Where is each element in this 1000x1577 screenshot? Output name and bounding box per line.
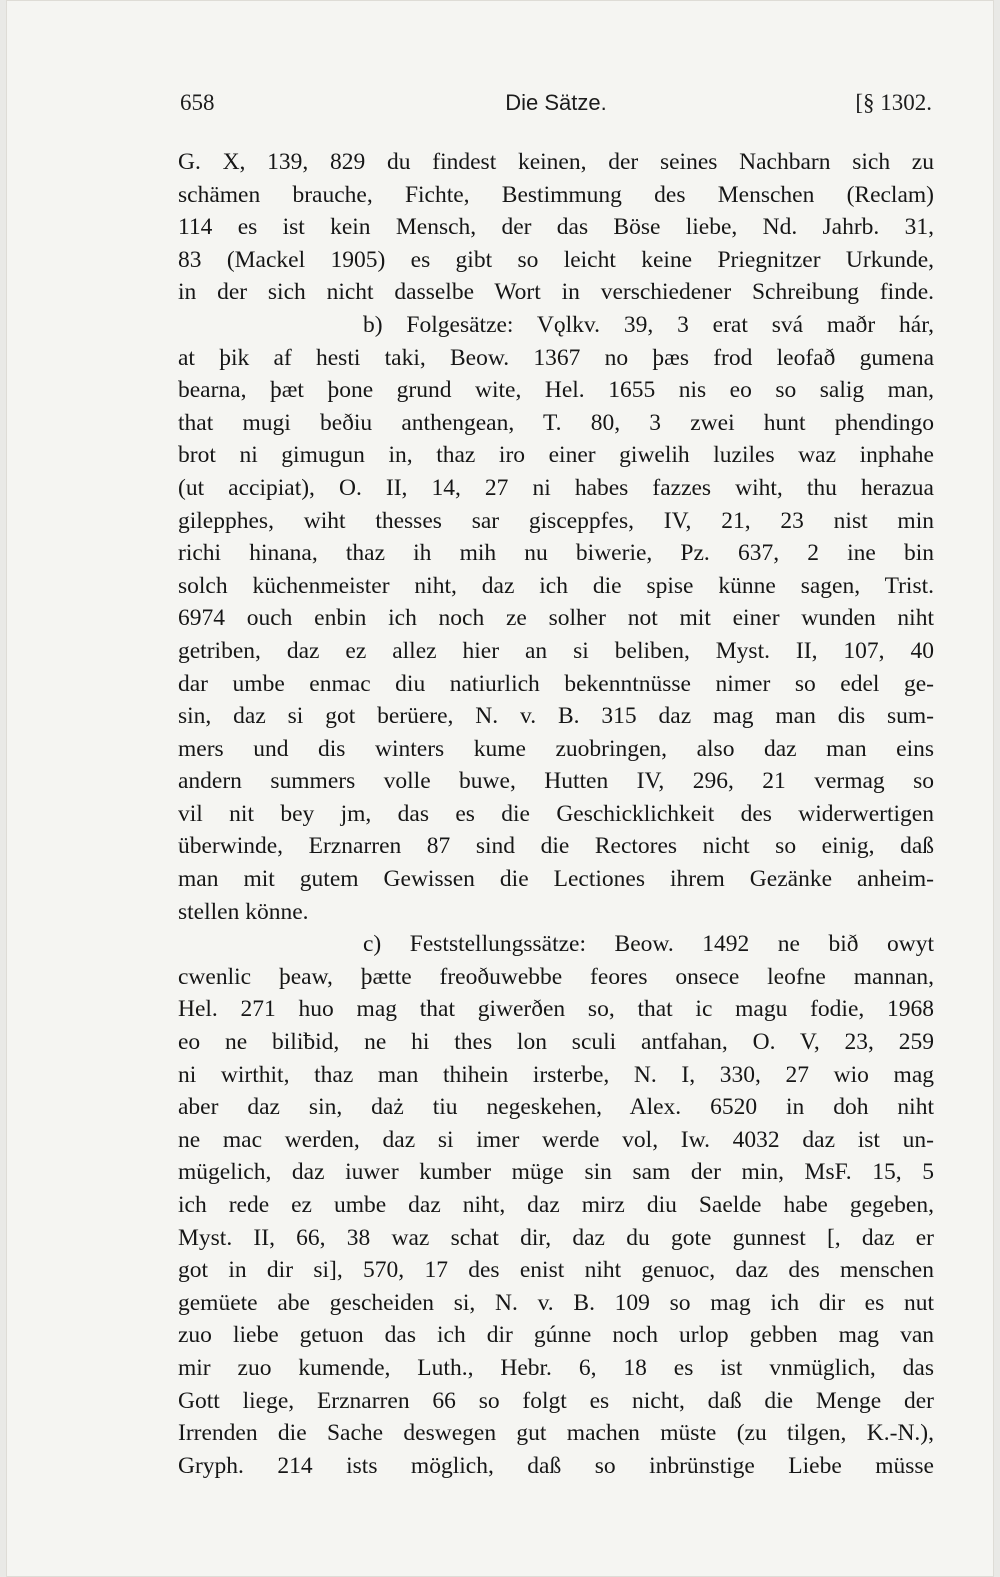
running-title: Die Sätze. [505, 90, 607, 115]
text-line: mers und dis winters kume zuobringen, also daz man eins [178, 735, 934, 762]
subsection-c-heading-line: c) Feststellungssätze: Beow. 1492 ne bið owyt [363, 931, 934, 958]
text-line: getriben, daz ez allez hier an si beliben, Myst. II, 107, 40 [178, 637, 934, 664]
text-line: solch küchenmeister niht, daz ich die spise künne sagen, Trist. [178, 572, 934, 599]
text-line: sin, daz si got berüere, N. v. B. 315 daz mag man dis sum- [178, 703, 934, 730]
body-text [178, 146, 934, 1482]
text-line: G. X, 139, 829 du findest keinen, der seines Nachbarn sich zu [178, 149, 934, 175]
text-line: brot ni gimugun in, thaz iro einer giwelih luziles waz inphahe [178, 442, 934, 469]
text-line: ni wirthit, thaz man thihein irsterbe, N. I, 330, 27 wio mag [178, 1061, 934, 1088]
text-line: schämen brauche, Fichte, Bestimmung des Menschen (Reclam) [178, 181, 934, 208]
text-line: Gott liege, Erznarren 66 so folgt es nicht, daß die Menge der [178, 1387, 934, 1414]
text-line: at þik af hesti taki, Beow. 1367 no þæs frod leofað gumena [178, 344, 934, 371]
text-line: bearna, þæt þone grund wite, Hel. 1655 nis eo so salig man, [178, 377, 934, 404]
text-line: andern summers volle buwe, Hutten IV, 296, 21 vermag so [178, 768, 934, 795]
text-line: mügelich, daz iuwer kumber müge sin sam der min, MsF. 15, 5 [178, 1159, 934, 1186]
text-line: vil nit bey jm, das es die Geschicklichkeit des widerwertigen [178, 800, 934, 827]
text-line: zuo liebe getuon das ich dir gúnne noch urlop gebben mag van [178, 1322, 934, 1349]
text-line: Myst. II, 66, 38 waz schat dir, daz du gote gunnest [, daz er [178, 1224, 934, 1251]
page-header [180, 90, 932, 126]
page-number: 658 [180, 90, 215, 115]
text-line: dar umbe enmac diu natiurlich bekenntnüsse nimer so edel ge- [178, 670, 934, 697]
text-line: got in dir si], 570, 17 des enist niht genuoc, daz des menschen [178, 1257, 934, 1284]
text-line: 114 es ist kein Mensch, der das Böse liebe, Nd. Jahrb. 31, [178, 214, 934, 241]
text-line: ne mac werden, daz si imer werde vol, Iw. 4032 daz ist un- [178, 1126, 934, 1153]
text-line: gemüete abe gescheiden si, N. v. B. 109 so mag ich dir es nut [178, 1289, 934, 1316]
book-page [6, 0, 994, 1577]
text-line: man mit gutem Gewissen die Lectiones ihrem Gezänke anheim- [178, 866, 934, 893]
text-line: Gryph. 214 ists möglich, daß so inbrünstige Liebe müsse [178, 1452, 934, 1479]
section-reference: [§ 1302. [855, 90, 932, 115]
text-line: überwinde, Erznarren 87 sind die Rectores nicht so einig, daß [178, 833, 934, 860]
text-line: stellen könne. [178, 898, 309, 925]
text-line: Hel. 271 huo mag that giwerðen so, that ic magu fodie, 1968 [178, 996, 934, 1023]
text-line: that mugi beðiu anthengean, T. 80, 3 zwei hunt phendingo [178, 409, 934, 436]
text-line: ich rede ez umbe daz niht, daz mirz diu Saelde habe gegeben, [178, 1192, 934, 1218]
text-line: mir zuo kumende, Luth., Hebr. 6, 18 es ist vnmüglich, das [178, 1354, 934, 1381]
text-line: in der sich nicht dasselbe Wort in verschiedener Schreibung finde. [178, 279, 934, 306]
text-line: 83 (Mackel 1905) es gibt so leicht keine Priegnitzer Urkunde, [178, 246, 934, 273]
text-line: 6974 ouch enbin ich noch ze solher not mit einer wunden niht [178, 605, 934, 632]
text-line: (ut accipiat), O. II, 14, 27 ni habes fazzes wiht, thu herazua [178, 474, 934, 501]
text-line: Irrenden die Sache deswegen gut machen müste (zu tilgen, K.-N.), [178, 1420, 934, 1447]
text-line: gilepphes, wiht thesses sar gisceppfes, IV, 21, 23 nist min [178, 507, 934, 534]
text-line: aber daz sin, daż tiu negeskehen, Alex. 6520 in doh niht [178, 1094, 934, 1121]
text-line: cwenlic þeaw, þætte freoðuwebbe feores onsece leofne mannan, [178, 963, 934, 990]
text-line: richi hinana, thaz ih mih nu biwerie, Pz. 637, 2 ine bin [178, 540, 934, 567]
text-line: eo ne biliƀid, ne hi thes lon sculi antfahan, O. V, 23, 259 [178, 1029, 934, 1056]
subsection-b-heading-line: b) Folgesätze: Vǫlkv. 39, 3 erat svá maðr hár, [363, 311, 934, 338]
